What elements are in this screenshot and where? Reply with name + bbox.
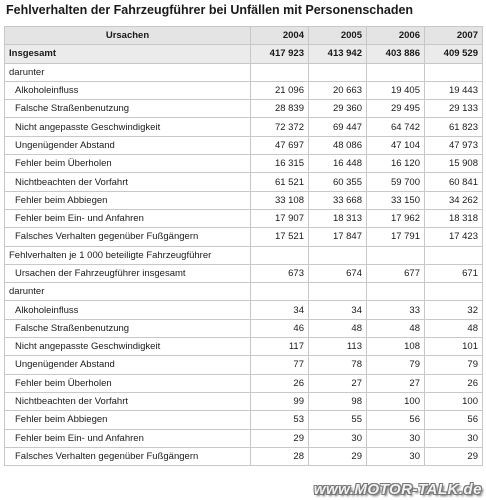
row-value: 72 372 bbox=[251, 118, 309, 136]
table-row bbox=[5, 136, 483, 154]
row-value: 27 bbox=[367, 374, 425, 392]
table-row bbox=[5, 374, 483, 392]
row-value: 30 bbox=[425, 429, 483, 447]
row-label: Fehlverhalten je 1 000 beteiligte Fahrzeugführer bbox=[5, 246, 251, 264]
table-row bbox=[5, 155, 483, 173]
table-row bbox=[5, 301, 483, 319]
row-value: 33 bbox=[367, 301, 425, 319]
column-header-year: 2006 bbox=[367, 27, 425, 45]
row-value bbox=[251, 63, 309, 81]
row-value bbox=[425, 283, 483, 301]
table-row bbox=[5, 319, 483, 337]
row-value: 46 bbox=[251, 319, 309, 337]
row-value: 53 bbox=[251, 411, 309, 429]
row-label: Ursachen der Fahrzeugführer insgesamt bbox=[5, 264, 251, 282]
row-value: 55 bbox=[309, 411, 367, 429]
row-label: Nichtbeachten der Vorfahrt bbox=[5, 173, 251, 191]
row-value: 677 bbox=[367, 264, 425, 282]
row-value: 100 bbox=[367, 392, 425, 410]
row-value bbox=[251, 283, 309, 301]
row-value bbox=[367, 283, 425, 301]
row-value: 29 bbox=[425, 447, 483, 465]
row-label: Falsche Straßenbenutzung bbox=[5, 100, 251, 118]
table-row bbox=[5, 209, 483, 227]
row-value: 108 bbox=[367, 338, 425, 356]
row-label: Fehler beim Überholen bbox=[5, 374, 251, 392]
row-value: 48 bbox=[309, 319, 367, 337]
row-value: 34 262 bbox=[425, 191, 483, 209]
row-value: 29 360 bbox=[309, 100, 367, 118]
row-label: Fehler beim Abbiegen bbox=[5, 191, 251, 209]
row-value: 29 495 bbox=[367, 100, 425, 118]
row-value: 28 bbox=[251, 447, 309, 465]
row-value: 29 bbox=[309, 447, 367, 465]
row-label: darunter bbox=[5, 63, 251, 81]
row-value: 61 823 bbox=[425, 118, 483, 136]
row-value: 113 bbox=[309, 338, 367, 356]
row-value: 18 313 bbox=[309, 209, 367, 227]
row-value: 79 bbox=[425, 356, 483, 374]
row-label: Alkoholeinfluss bbox=[5, 81, 251, 99]
row-value: 26 bbox=[251, 374, 309, 392]
row-value: 417 923 bbox=[251, 45, 309, 63]
row-value: 78 bbox=[309, 356, 367, 374]
table-row bbox=[5, 392, 483, 410]
row-value bbox=[251, 246, 309, 264]
table-row bbox=[5, 264, 483, 282]
row-value: 19 405 bbox=[367, 81, 425, 99]
row-value: 28 839 bbox=[251, 100, 309, 118]
row-value: 30 bbox=[367, 429, 425, 447]
row-value: 29 133 bbox=[425, 100, 483, 118]
row-value: 34 bbox=[251, 301, 309, 319]
row-value: 33 150 bbox=[367, 191, 425, 209]
table-row bbox=[5, 81, 483, 99]
row-value: 56 bbox=[367, 411, 425, 429]
row-value: 17 423 bbox=[425, 228, 483, 246]
section-row bbox=[5, 246, 483, 264]
row-label: Fehler beim Überholen bbox=[5, 155, 251, 173]
row-value: 17 907 bbox=[251, 209, 309, 227]
row-label: Alkoholeinfluss bbox=[5, 301, 251, 319]
row-value: 30 bbox=[309, 429, 367, 447]
row-value bbox=[367, 246, 425, 264]
row-value: 98 bbox=[309, 392, 367, 410]
row-value: 26 bbox=[425, 374, 483, 392]
row-value: 16 120 bbox=[367, 155, 425, 173]
row-value: 79 bbox=[367, 356, 425, 374]
row-value: 47 104 bbox=[367, 136, 425, 154]
row-value bbox=[367, 63, 425, 81]
row-value: 673 bbox=[251, 264, 309, 282]
row-value: 18 318 bbox=[425, 209, 483, 227]
row-value: 671 bbox=[425, 264, 483, 282]
row-value: 100 bbox=[425, 392, 483, 410]
row-value: 117 bbox=[251, 338, 309, 356]
row-value: 101 bbox=[425, 338, 483, 356]
table-row bbox=[5, 429, 483, 447]
table-row bbox=[5, 100, 483, 118]
row-value: 61 521 bbox=[251, 173, 309, 191]
row-value: 15 908 bbox=[425, 155, 483, 173]
row-value: 403 886 bbox=[367, 45, 425, 63]
row-value bbox=[309, 283, 367, 301]
row-label: Falsche Straßenbenutzung bbox=[5, 319, 251, 337]
row-value: 48 bbox=[425, 319, 483, 337]
row-value: 56 bbox=[425, 411, 483, 429]
row-value: 27 bbox=[309, 374, 367, 392]
row-value: 34 bbox=[309, 301, 367, 319]
row-label: Insgesamt bbox=[5, 45, 251, 63]
row-value: 21 096 bbox=[251, 81, 309, 99]
table-row bbox=[5, 45, 483, 63]
row-label: Nicht angepasste Geschwindigkeit bbox=[5, 338, 251, 356]
row-value: 30 bbox=[367, 447, 425, 465]
row-label: Fehler beim Ein- und Anfahren bbox=[5, 429, 251, 447]
table-row bbox=[5, 338, 483, 356]
column-header-year: 2007 bbox=[425, 27, 483, 45]
row-value: 409 529 bbox=[425, 45, 483, 63]
table-row bbox=[5, 356, 483, 374]
table-row bbox=[5, 447, 483, 465]
row-value: 17 791 bbox=[367, 228, 425, 246]
row-value: 32 bbox=[425, 301, 483, 319]
row-value: 674 bbox=[309, 264, 367, 282]
row-value bbox=[309, 246, 367, 264]
row-label: Ungenügender Abstand bbox=[5, 356, 251, 374]
row-label: Nicht angepasste Geschwindigkeit bbox=[5, 118, 251, 136]
row-value: 17 521 bbox=[251, 228, 309, 246]
row-label: Ungenügender Abstand bbox=[5, 136, 251, 154]
row-value: 64 742 bbox=[367, 118, 425, 136]
row-label: darunter bbox=[5, 283, 251, 301]
row-value: 33 108 bbox=[251, 191, 309, 209]
row-value: 20 663 bbox=[309, 81, 367, 99]
statistics-table bbox=[4, 26, 483, 466]
row-value: 17 847 bbox=[309, 228, 367, 246]
row-label: Fehler beim Ein- und Anfahren bbox=[5, 209, 251, 227]
row-value: 29 bbox=[251, 429, 309, 447]
column-header-year: 2004 bbox=[251, 27, 309, 45]
watermark: www.MOTOR-TALK.de bbox=[313, 481, 482, 498]
row-value: 48 086 bbox=[309, 136, 367, 154]
table-row bbox=[5, 118, 483, 136]
table-row bbox=[5, 228, 483, 246]
row-value: 77 bbox=[251, 356, 309, 374]
row-value: 16 448 bbox=[309, 155, 367, 173]
row-value: 60 355 bbox=[309, 173, 367, 191]
row-label: Nichtbeachten der Vorfahrt bbox=[5, 392, 251, 410]
row-value bbox=[425, 246, 483, 264]
section-row bbox=[5, 283, 483, 301]
row-value bbox=[425, 63, 483, 81]
row-value: 413 942 bbox=[309, 45, 367, 63]
table-header-row bbox=[5, 27, 483, 45]
row-value: 47 973 bbox=[425, 136, 483, 154]
table-row bbox=[5, 173, 483, 191]
page-title: Fehlverhalten der Fahrzeugführer bei Unfällen mit Personenschaden bbox=[6, 3, 414, 17]
row-value: 59 700 bbox=[367, 173, 425, 191]
row-value: 19 443 bbox=[425, 81, 483, 99]
row-label: Fehler beim Abbiegen bbox=[5, 411, 251, 429]
column-header-ursachen: Ursachen bbox=[5, 27, 251, 45]
table-row bbox=[5, 411, 483, 429]
table-row bbox=[5, 191, 483, 209]
row-value: 47 697 bbox=[251, 136, 309, 154]
row-value bbox=[309, 63, 367, 81]
row-value: 48 bbox=[367, 319, 425, 337]
row-value: 69 447 bbox=[309, 118, 367, 136]
row-label: Falsches Verhalten gegenüber Fußgängern bbox=[5, 447, 251, 465]
section-row bbox=[5, 63, 483, 81]
row-value: 99 bbox=[251, 392, 309, 410]
table-body bbox=[5, 45, 483, 466]
row-label: Falsches Verhalten gegenüber Fußgängern bbox=[5, 228, 251, 246]
row-value: 16 315 bbox=[251, 155, 309, 173]
row-value: 17 962 bbox=[367, 209, 425, 227]
row-value: 60 841 bbox=[425, 173, 483, 191]
column-header-year: 2005 bbox=[309, 27, 367, 45]
row-value: 33 668 bbox=[309, 191, 367, 209]
